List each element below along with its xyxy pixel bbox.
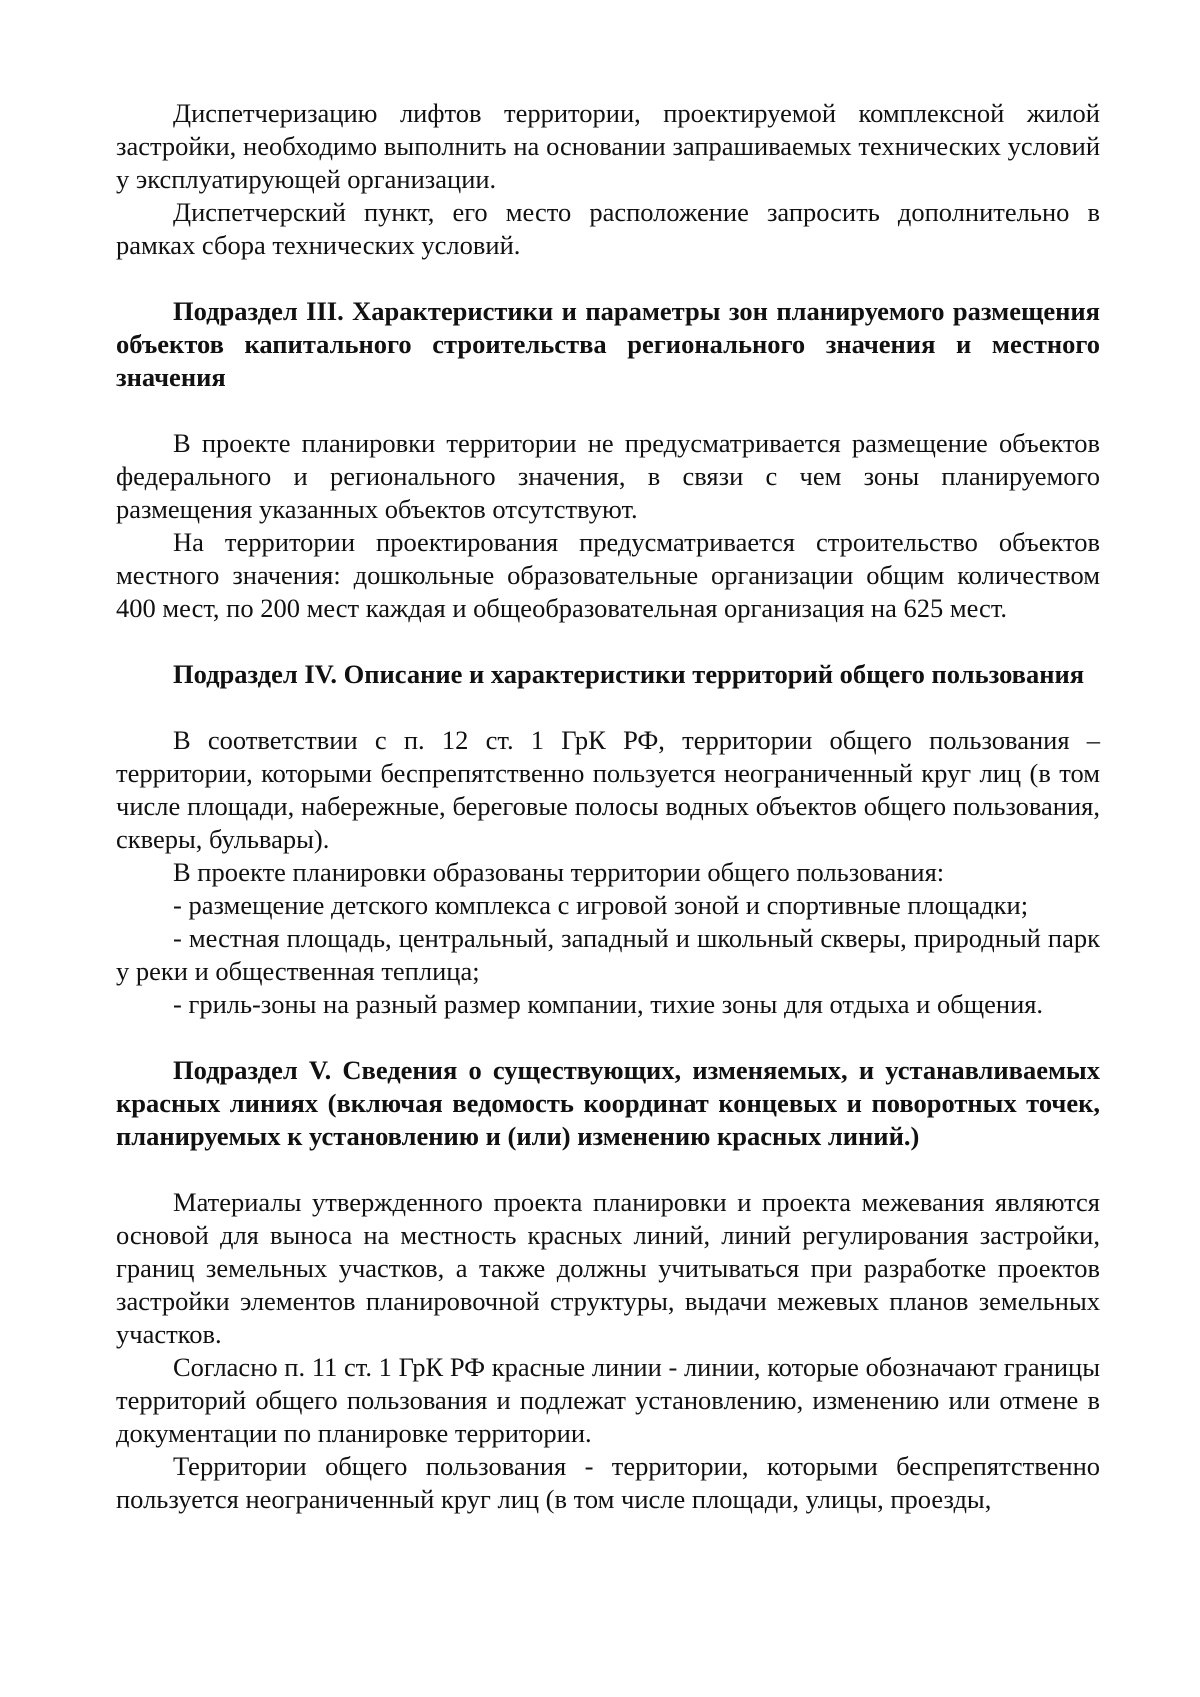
spacer (116, 394, 1100, 427)
spacer (116, 262, 1100, 295)
list-item: - гриль-зоны на разный размер компании, тихие зоны для отдыха и общения. (173, 989, 1044, 1019)
paragraph-public-territories-continued: Территории общего пользования - территории, которыми беспрепятственно пользуется неограниченный круг лиц (в том числе площади, улицы, проезды, (116, 1451, 1100, 1514)
spacer (116, 691, 1100, 724)
section-heading-3: Подраздел III. Характеристики и параметры зон планируемого размещения объектов капитального строительства регионального значения и местного значения (116, 296, 1100, 392)
section-heading-5: Подраздел V. Сведения о существующих, изменяемых, и устанавливаемых красных линиях (включая ведомость координат концевых и поворотных точек, планируемых к установлению и (или) изменению красных линий.) (116, 1055, 1100, 1151)
paragraph-approved-materials: Материалы утвержденного проекта планировки и проекта межевания являются основой для выноса на местность красных линий, линий регулирования застройки, границ земельных участков, а также должны учитываться при разработке проектов застройки элементов планировочной структуры, выдачи межевых планов земельных участков. (116, 1187, 1100, 1349)
spacer (116, 625, 1100, 658)
paragraph-elevator-dispatching: Диспетчеризацию лифтов территории, проектируемой комплексной жилой застройки, необходимо выполнить на основании запрашиваемых технических условий у эксплуатирующей организации. (116, 98, 1100, 194)
paragraph-public-territories-definition: В соответствии с п. 12 ст. 1 ГрК РФ, территории общего пользования – территории, которыми беспрепятственно пользуется неограниченный круг лиц (в том числе площади, набережные, береговые полосы водных объектов общего пользования, скверы, бульвары). (116, 725, 1100, 854)
paragraph-red-lines-definition: Согласно п. 11 ст. 1 ГрК РФ красные линии - линии, которые обозначают границы территорий общего пользования и подлежат установлению, изменению или отмене в документации по планировке территории. (116, 1352, 1100, 1448)
section-heading-4: Подраздел IV. Описание и характеристики территорий общего пользования (173, 659, 1085, 689)
paragraph-local-objects: На территории проектирования предусматривается строительство объектов местного значения: дошкольные образовательные организации общим количеством 400 мест, по 200 мест каждая и общеобразовательная организация на 625 мест. (116, 527, 1100, 623)
spacer (116, 1153, 1100, 1186)
list-item: - размещение детского комплекса с игровой зоной и спортивные площадки; (173, 890, 1029, 920)
document-body (116, 97, 1100, 1516)
spacer (116, 1021, 1100, 1054)
paragraph-federal-objects: В проекте планировки территории не предусматривается размещение объектов федерального и регионального значения, в связи с чем зоны планируемого размещения указанных объектов отсутствуют. (116, 428, 1100, 524)
paragraph-public-territories-formed: В проекте планировки образованы территории общего пользования: (173, 857, 945, 887)
list-item: - местная площадь, центральный, западный и школьный скверы, природный парк у реки и общественная теплица; (116, 923, 1100, 986)
paragraph-dispatch-point: Диспетчерский пункт, его место расположение запросить дополнительно в рамках сбора технических условий. (116, 197, 1100, 260)
